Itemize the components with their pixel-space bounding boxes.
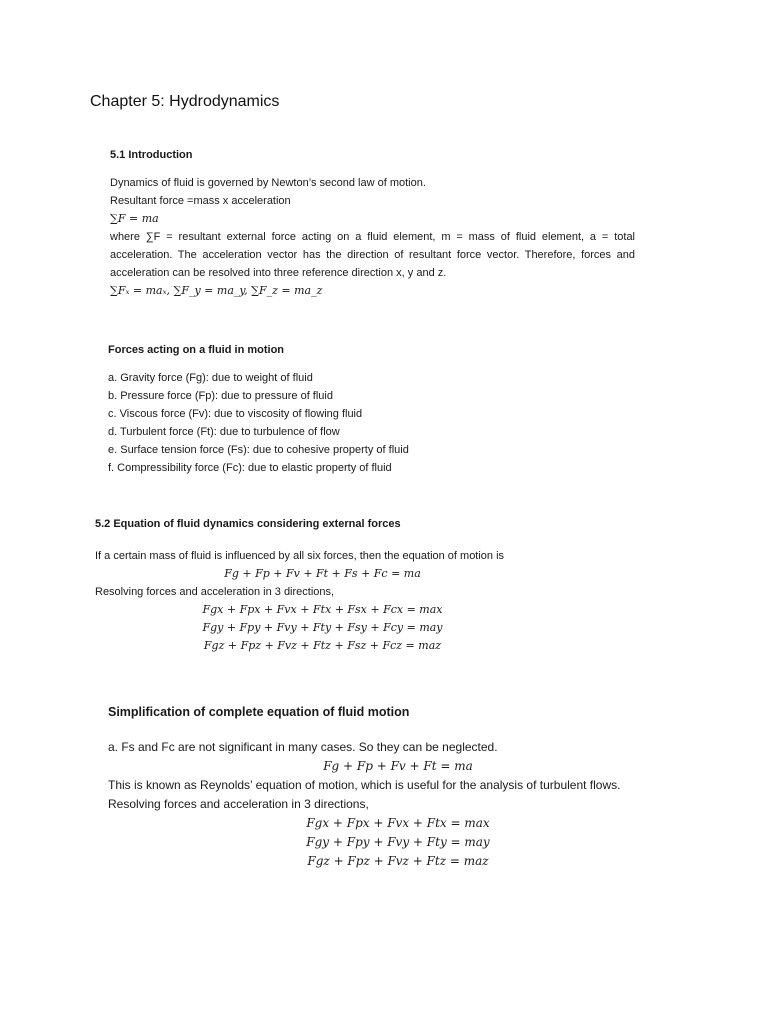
fluid-dynamics-section [95, 515, 550, 655]
description-paragraph: where ∑F = resultant external force acting on a fluid element, m = mass of fluid element, a = total acceleration. The acceleration vector has the direction of resultant force vector. Therefore, forces and acceleration can be resolved into three reference direction x, y and z. [110, 231, 635, 279]
text-line: a. Fs and Fc are not significant in many cases. So they can be neglected. [108, 740, 498, 754]
list-item: f. Compressibility force (Fc): due to elastic property of fluid [108, 462, 392, 474]
forces-section [108, 341, 618, 477]
list-item: d. Turbulent force (Ft): due to turbulence of flow [108, 426, 340, 438]
text-line: If a certain mass of fluid is influenced by all six forces, then the equation of motion is [95, 550, 505, 562]
equation-z: Fgz + Fpz + Fvz + Ftz = maz [307, 854, 489, 868]
equation-z: Fgz + Fpz + Fvz + Ftz + Fsz + Fcz = maz [203, 639, 442, 652]
introduction-section [110, 146, 635, 300]
equation-x: Fgx + Fpx + Fvx + Ftx = max [306, 816, 490, 830]
section-heading: Forces acting on a fluid in motion [108, 344, 285, 356]
list-item: e. Surface tension force (Fs): due to cohesive property of fluid [108, 444, 409, 456]
chapter-title: Chapter 5: Hydrodynamics [90, 93, 280, 110]
text-line: Resolving forces and acceleration in 3 directions, [95, 586, 335, 598]
section-heading: Simplification of complete equation of fluid motion [108, 705, 410, 719]
equation-six-forces: Fg + Fp + Fv + Ft + Fs + Fc = ma [224, 567, 421, 580]
list-item: b. Pressure force (Fp): due to pressure of fluid [108, 390, 333, 402]
text-line: Dynamics of fluid is governed by Newton’s second law of motion. [110, 177, 426, 189]
equation-components: ∑Fₓ = maₓ, ∑F_y = ma_y, ∑F_z = ma_z [110, 284, 323, 297]
forces-list [108, 369, 618, 477]
text-line: Resolving forces and acceleration in 3 directions, [108, 797, 369, 811]
equation-reynolds: Fg + Fp + Fv + Ft = ma [323, 759, 473, 773]
text-line: This is known as Reynolds’ equation of motion, which is useful for the analysis of turbulent flows. [108, 778, 621, 792]
equation-y: Fgy + Fpy + Fvy + Fty + Fsy + Fcy = may [202, 621, 443, 634]
text-line: Resultant force =mass x acceleration [110, 195, 291, 207]
equation-newton: ∑F = ma [110, 212, 159, 225]
list-item: c. Viscous force (Fv): due to viscosity of flowing fluid [108, 408, 363, 420]
equation-y: Fgy + Fpy + Fvy + Fty = may [306, 835, 490, 849]
equation-x: Fgx + Fpx + Fvx + Ftx + Fsx + Fcx = max [202, 603, 443, 616]
simplification-section [108, 703, 688, 871]
list-item: a. Gravity force (Fg): due to weight of fluid [108, 372, 313, 384]
section-heading: 5.2 Equation of fluid dynamics considering external forces [95, 518, 401, 530]
section-heading: 5.1 Introduction [110, 149, 193, 161]
